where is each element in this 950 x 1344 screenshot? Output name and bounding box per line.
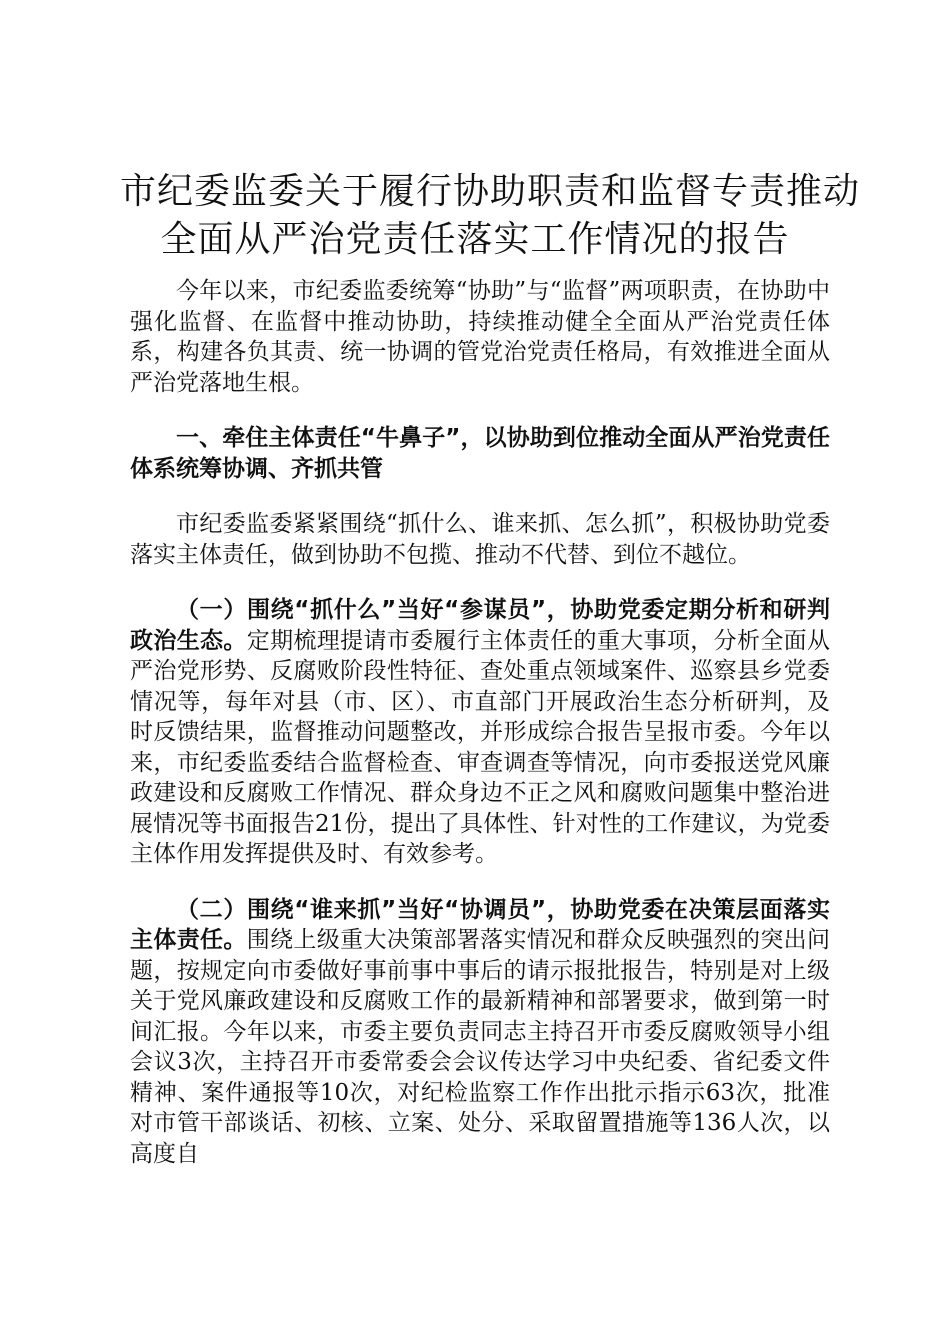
document-title xyxy=(120,168,861,264)
section-1-paragraph: 市纪委监委紧紧围绕“抓什么、谁来抓、怎么抓”，积极协助党委落实主体责任，做到协助不包揽、推动不代替、到位不越位。 xyxy=(130,511,830,568)
subsection-2-paragraph xyxy=(130,895,830,1170)
document-body xyxy=(130,276,830,1169)
subsection-1-heading: （一）围绕“抓什么”当好“参谋员”，协助党委定期分析和研判政治生态。 xyxy=(130,597,830,654)
section-1-heading: 一、牵住主体责任“牛鼻子”，以协助到位推动全面从严治党责任体系统筹协调、齐抓共管 xyxy=(130,425,830,482)
subsection-1-paragraph xyxy=(130,595,830,870)
intro-paragraph: 今年以来，市纪委监委统筹“协助”与“监督”两项职责，在协助中强化监督、在监督中推动协助，持续推动健全全面从严治党责任体系，构建各负其责、统一协调的管党治党责任格局，有效推进全面从严治党落地生根。 xyxy=(130,278,830,396)
subsection-2-heading: （二）围绕“谁来抓”当好“协调员”，协助党委在决策层面落实主体责任。 xyxy=(130,896,830,953)
subsection-1-text: 定期梳理提请市委履行主体责任的重大事项，分析全面从严治党形势、反腐败阶段性特征、查处重点领域案件、巡察县乡党委情况等，每年对县（市、区）、市直部门开展政治生态分析研判，及时反馈结果，监督推动问题整改，并形成综合报告呈报市委。今年以来，市纪委监委结合监督检查、审查调查等情况，向市委报送党风廉政建设和反腐败工作情况、群众身边不正之风和腐败问题集中整治进展情况等书面报告21份，提出了具体性、针对性的工作建议，为党委主体作用发挥提供及时、有效参考。 xyxy=(130,627,831,867)
title-line-2: 全面从严治党责任落实工作情况的报告 xyxy=(160,219,790,260)
title-line-1: 市纪委监委关于履行协助职责和监督专责推动 xyxy=(120,171,861,212)
subsection-2-text: 围绕上级重大决策部署落实情况和群众反映强烈的突出问题，按规定向市委做好事前事中事后的请示报批报告，特别是对上级关于党风廉政建设和反腐败工作的最新精神和部署要求，做到第一时间汇报。今年以来，市委主要负责同志主持召开市委反腐败领导小组会议3次，主持召开市委常委会会议传达学习中央纪委、省纪委文件精神、案件通报等10次，对纪检监察工作作出批示指示63次，批准对市管干部谈话、初核、立案、处分、采取留置措施等136人次，以高度自 xyxy=(130,927,831,1167)
